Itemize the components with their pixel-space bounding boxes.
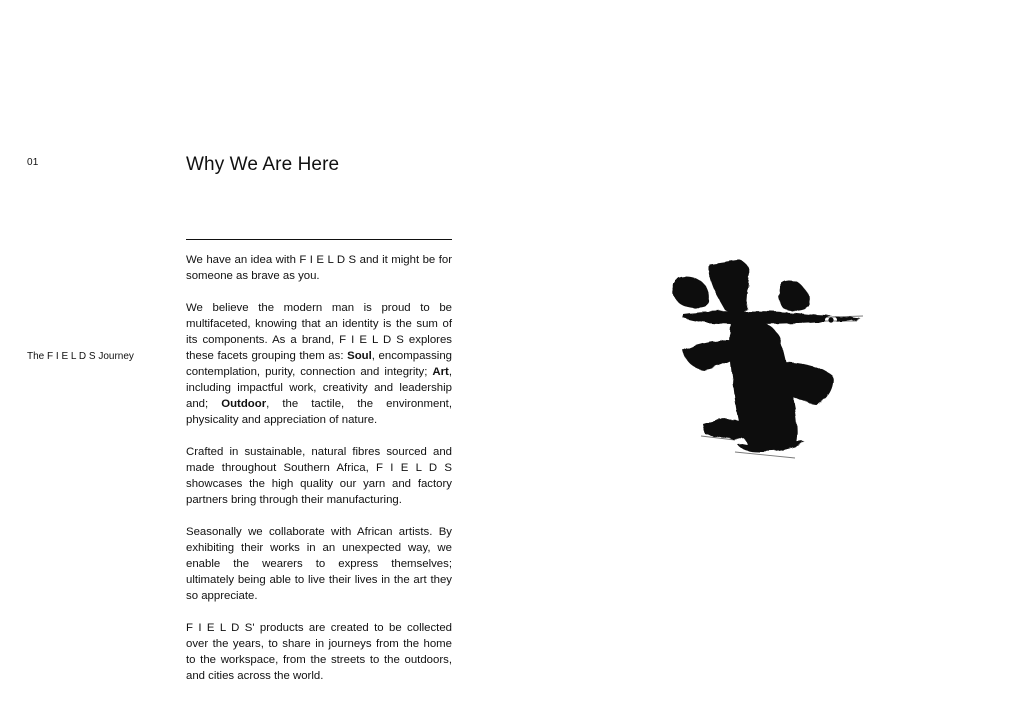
facet-outdoor-desc: , the tactile, the environment, physicality and appreciation of nature. xyxy=(186,398,452,426)
facets-intro: We believe the modern man is proud to be multifaceted, knowing that an identity is the sum of its components. As a brand, F I E L D S explores these facets grouping them as: xyxy=(186,302,452,362)
paragraph-facets xyxy=(186,300,452,428)
title-divider xyxy=(186,239,452,240)
facet-art: Art xyxy=(432,366,449,378)
paragraph-crafted: Crafted in sustainable, natural fibres sourced and made throughout Southern Africa, F I E L D S showcases the high quality our yarn and factory partners bring through their manufacturing. xyxy=(186,446,452,506)
ink-brush-artwork xyxy=(665,258,865,463)
page-number: 01 xyxy=(27,157,39,168)
facet-art-desc: , including impactful work, creativity and leadership and; xyxy=(186,366,452,410)
facet-outdoor: Outdoor xyxy=(221,398,267,410)
facet-soul-desc: , encompassing contemplation, purity, connection and integrity; xyxy=(186,350,452,378)
section-label: The F I E L D S Journey xyxy=(27,351,134,362)
ink-brush-artwork-svg xyxy=(665,258,865,463)
body-copy xyxy=(186,252,452,684)
paragraph-products: F I E L D S' products are created to be collected over the years, to share in journeys from the home to the workspace, from the streets to the outdoors, and cities across the world. xyxy=(186,622,452,682)
paragraph-artists: Seasonally we collaborate with African artists. By exhibiting their works in an unexpected way, we enable the wearers to express themselves; ultimately being able to live their lives in the art they so appreciate. xyxy=(186,526,452,602)
page-title: Why We Are Here xyxy=(186,154,340,175)
facet-soul: Soul xyxy=(347,350,372,362)
paragraph-intro: We have an idea with F I E L D S and it might be for someone as brave as you. xyxy=(186,254,452,282)
